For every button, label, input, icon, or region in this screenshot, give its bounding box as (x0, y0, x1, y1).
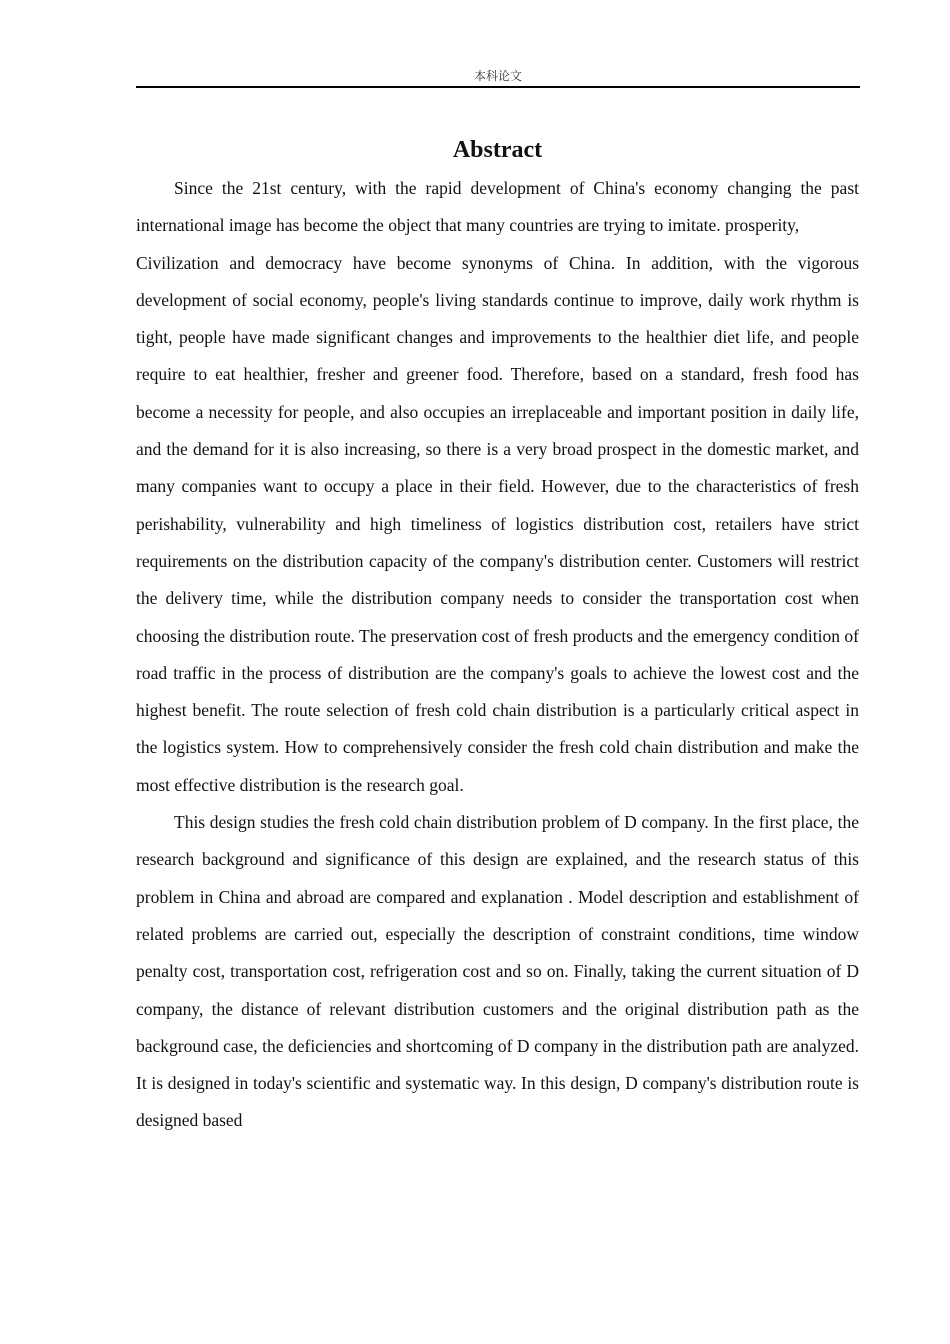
abstract-section (136, 130, 859, 1140)
running-title: 本科论文 (473, 69, 522, 83)
abstract-paragraph-2: Civilization and democracy have become synonyms of China. In addition, with the vigorous development of social economy, people's living standards continue to improve, daily work rhythm is tight, people have made significant changes and improvements to the healthier diet life, and people require to eat healthier, fresher and greener food. Therefore, based on a standard, fresh food has become a necessity for people, and also occupies an irreplaceable and important position in daily life, and the demand for it is also increasing, so there is a very broad prospect in the domestic market, and many companies want to occupy a place in their field. However, due to the characteristics of fresh perishability, vulnerability and high timeliness of logistics distribution cost, retailers have strict requirements on the distribution capacity of the company's distribution center. Customers will restrict the delivery time, while the distribution company needs to consider the transportation cost when choosing the distribution route. The preservation cost of fresh products and the emergency condition of road traffic in the process of distribution are the company's goals to achieve the lowest cost and the highest benefit. The route selection of fresh cold chain distribution is a particularly critical aspect in the logistics system. How to comprehensively consider the fresh cold chain distribution and make the most effective distribution is the research goal. (136, 252, 859, 795)
abstract-title: Abstract (452, 137, 543, 163)
abstract-paragraph-3: This design studies the fresh cold chain distribution problem of D company. In the first place, the research background and significance of this design are explained, and the research status of this problem in China and abroad are compared and explanation . Model description and establishment of related problems are carried out, especially the description of constraint conditions, time window penalty cost, transportation cost, refrigeration cost and so on. Finally, taking the current situation of D company, the distance of relevant distribution customers and the original distribution path as the background case, the deficiencies and shortcoming of D company in the distribution path are analyzed. It is designed in today's scientific and systematic way. In this design, D company's distribution route is designed based (136, 812, 859, 1131)
abstract-paragraph-1: Since the 21st century, with the rapid development of China's economy changing the past international image has become the object that many countries are trying to imitate. prosperity, (136, 178, 859, 236)
page-header (136, 66, 860, 88)
